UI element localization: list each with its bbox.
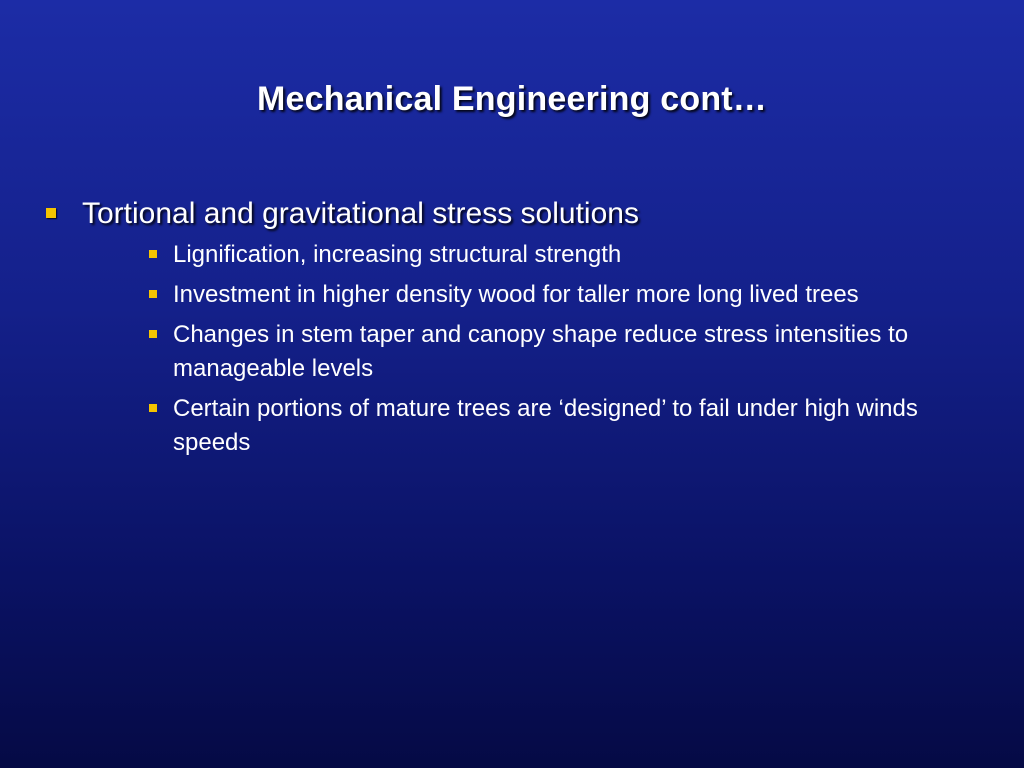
sub-bullet-designed-to-fail bbox=[173, 392, 983, 460]
bullet-list bbox=[0, 196, 1024, 466]
sub-bullet-list bbox=[0, 238, 1024, 460]
square-bullet-icon bbox=[46, 208, 56, 218]
slide-title: Mechanical Engineering cont… bbox=[256, 80, 768, 118]
square-bullet-icon bbox=[149, 250, 157, 258]
square-bullet-icon bbox=[149, 330, 157, 338]
sub-bullet-lignification bbox=[173, 238, 983, 272]
square-bullet-icon bbox=[149, 404, 157, 412]
sub-bullet-text: Lignification, increasing structural strength bbox=[173, 241, 622, 268]
sub-bullet-text: Changes in stem taper and canopy shape reduce stress intensities to manageable levels bbox=[173, 321, 909, 382]
bullet-text: Tortional and gravitational stress solutions bbox=[82, 197, 639, 230]
square-bullet-icon bbox=[149, 290, 157, 298]
sub-bullet-text: Certain portions of mature trees are ‘designed’ to fail under high winds speeds bbox=[173, 395, 918, 456]
sub-bullet-stem-taper bbox=[173, 318, 983, 386]
sub-bullet-density-wood bbox=[173, 278, 983, 312]
sub-bullet-text: Investment in higher density wood for taller more long lived trees bbox=[173, 281, 859, 308]
bullet-item-stress-solutions bbox=[82, 196, 1024, 232]
